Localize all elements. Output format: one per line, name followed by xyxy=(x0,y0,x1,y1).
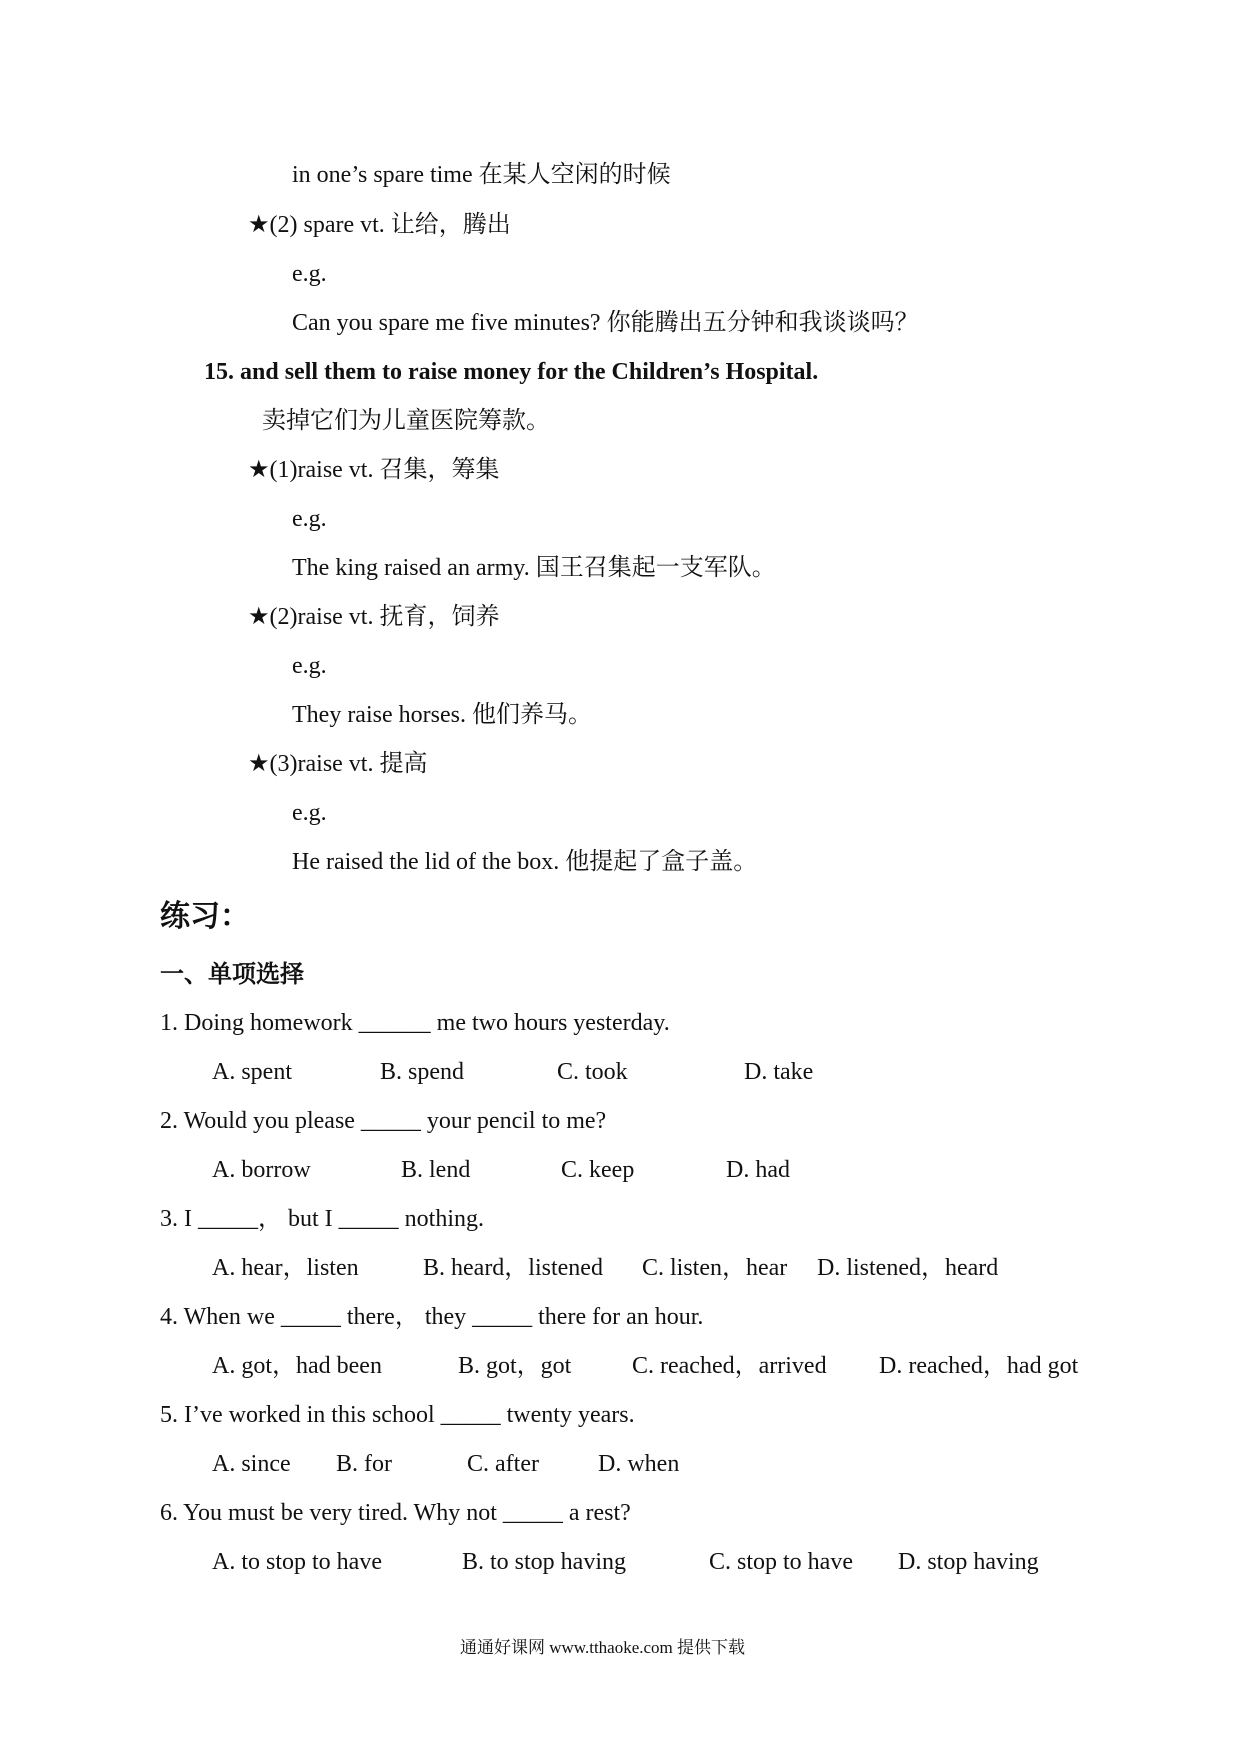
option-c: C. keep xyxy=(561,1157,635,1183)
note-eg: e.g. xyxy=(292,800,327,826)
note-raise-2: ★(2)raise vt. 抚育，饲养 xyxy=(248,604,500,630)
note-example: He raised the lid of the box. 他提起了盒子盖。 xyxy=(292,849,758,875)
note-eg: e.g. xyxy=(292,506,327,532)
option-a: A. spent xyxy=(212,1059,292,1085)
question-stem: 3. I _____， but I _____ nothing. xyxy=(160,1206,484,1232)
option-a: A. borrow xyxy=(212,1157,311,1183)
option-b: B. got，got xyxy=(458,1353,572,1379)
option-a: A. hear，listen xyxy=(212,1255,359,1281)
note-example: They raise horses. 他们养马。 xyxy=(292,702,592,728)
option-b: B. for xyxy=(336,1451,392,1477)
question-stem: 1. Doing homework ______ me two hours yesterday. xyxy=(160,1010,670,1036)
option-b: B. heard，listened xyxy=(423,1255,603,1281)
note-phrase-spare-time: in one’s spare time 在某人空闲的时候 xyxy=(292,162,671,188)
option-d: D. listened，heard xyxy=(817,1255,999,1281)
option-c: C. took xyxy=(557,1059,628,1085)
option-d: D. had xyxy=(726,1157,790,1183)
note-eg: e.g. xyxy=(292,653,327,679)
option-b: B. spend xyxy=(380,1059,464,1085)
note-eg: e.g. xyxy=(292,261,327,287)
note-item-15-heading: 15. and sell them to raise money for the Children’s Hospital. xyxy=(204,359,819,385)
option-a: A. to stop to have xyxy=(212,1549,382,1575)
option-d: D. take xyxy=(744,1059,814,1085)
note-spare-vt: ★(2) spare vt. 让给，腾出 xyxy=(248,212,511,238)
note-example: The king raised an army. 国王召集起一支军队。 xyxy=(292,555,776,581)
question-stem: 4. When we _____ there， they _____ there for an hour. xyxy=(160,1304,704,1330)
option-a: A. since xyxy=(212,1451,291,1477)
note-raise-1: ★(1)raise vt. 召集，筹集 xyxy=(248,457,500,483)
option-c: C. reached，arrived xyxy=(632,1353,827,1379)
option-b: B. lend xyxy=(401,1157,471,1183)
note-raise-3: ★(3)raise vt. 提高 xyxy=(248,751,428,777)
exercise-section-title: 一、单项选择 xyxy=(160,960,304,988)
option-a: A. got，had been xyxy=(212,1353,382,1379)
question-stem: 5. I’ve worked in this school _____ twenty years. xyxy=(160,1402,635,1428)
question-stem: 6. You must be very tired. Why not _____ a rest? xyxy=(160,1500,631,1526)
note-translation: 卖掉它们为儿童医院筹款。 xyxy=(262,408,550,434)
question-stem: 2. Would you please _____ your pencil to me? xyxy=(160,1108,607,1134)
page-footer: 通通好课网 www.tthaoke.com 提供下载 xyxy=(460,1638,746,1657)
option-d: D. when xyxy=(598,1451,680,1477)
option-b: B. to stop having xyxy=(462,1549,627,1575)
option-d: D. stop having xyxy=(898,1549,1039,1575)
option-c: C. listen，hear xyxy=(642,1255,788,1281)
note-example: Can you spare me five minutes? 你能腾出五分钟和我谈谈吗？ xyxy=(292,310,919,336)
option-d: D. reached，had got xyxy=(879,1353,1079,1379)
exercise-title: 练习： xyxy=(160,899,250,934)
option-c: C. after xyxy=(467,1451,539,1477)
option-c: C. stop to have xyxy=(709,1549,853,1575)
